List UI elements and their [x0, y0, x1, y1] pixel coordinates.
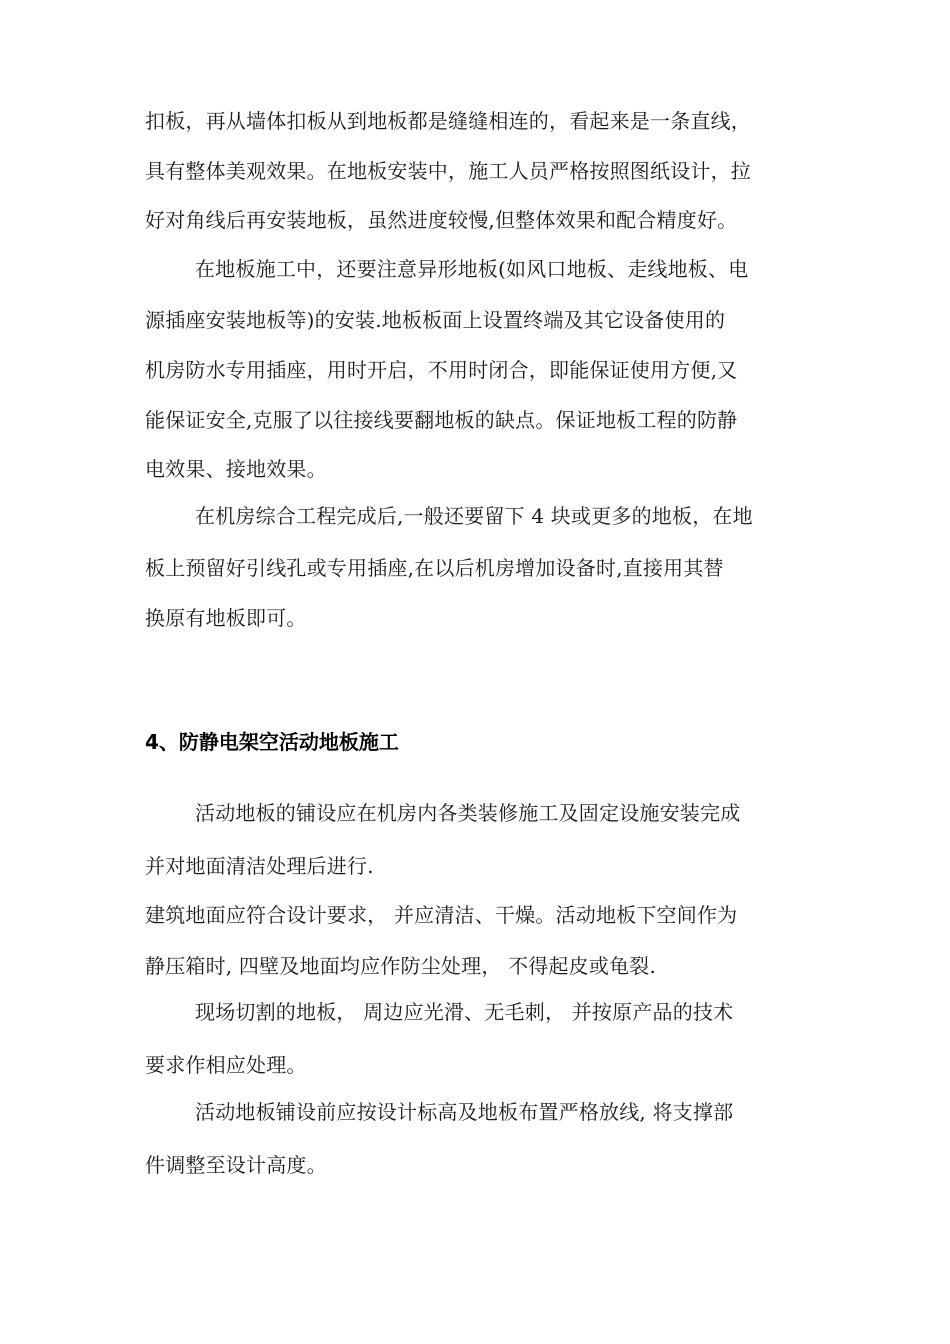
para2-line-1: 在地板施工中，还要注意异形地板(如风口地板、走线地板、电 [195, 257, 749, 281]
section-heading: 4、防静电架空活动地板施工 [145, 730, 399, 754]
para3-line-2: 板上预留好引线孔或专用插座,在以后机房增加设备时,直接用其替 [145, 556, 724, 580]
para3-line-3: 换原有地板即可。 [145, 606, 307, 630]
para1-line-3: 好对角线后再安装地板，虽然进度较慢,但整体效果和配合精度好。 [145, 208, 738, 232]
para7-line-1: 活动地板铺设前应按设计标高及地板布置严格放线, 将支撑部 [195, 1100, 734, 1124]
para6-line-1: 现场切割的地板， 周边应光滑、无毛刺， 并按原产品的技术 [195, 1000, 734, 1024]
para4-line-1: 活动地板的铺设应在机房内各类装修施工及固定设施安装完成 [195, 801, 741, 825]
para5-line-2: 静压箱时, 四壁及地面均应作防尘处理， 不得起皮或龟裂. [145, 954, 657, 978]
para1-line-1: 扣板，再从墙体扣板从到地板都是缝缝相连的，看起来是一条直线， [145, 109, 751, 133]
para2-line-2: 源插座安装地板等)的安装.地板板面上设置终端及其它设备使用的 [145, 308, 726, 332]
para2-line-5: 电效果、接地效果。 [145, 457, 327, 481]
para2-line-4: 能保证安全,克服了以往接线要翻地板的缺点。保证地板工程的防静 [145, 408, 738, 432]
para4-line-2: 并对地面清洁处理后进行. [145, 854, 374, 878]
para1-line-2: 具有整体美观效果。在地板安装中，施工人员严格按照图纸设计，拉 [145, 159, 751, 183]
para7-line-2: 件调整至设计高度。 [145, 1153, 327, 1177]
para5-line-1: 建筑地面应符合设计要求， 并应清洁、干燥。活动地板下空间作为 [145, 903, 738, 927]
para6-line-2: 要求作相应处理。 [145, 1053, 307, 1077]
para3-line-1: 在机房综合工程完成后,一般还要留下 4 块或更多的地板，在地 [195, 504, 753, 528]
para2-line-3: 机房防水专用插座，用时开启，不用时闭合，即能保证使用方便,又 [145, 358, 738, 382]
